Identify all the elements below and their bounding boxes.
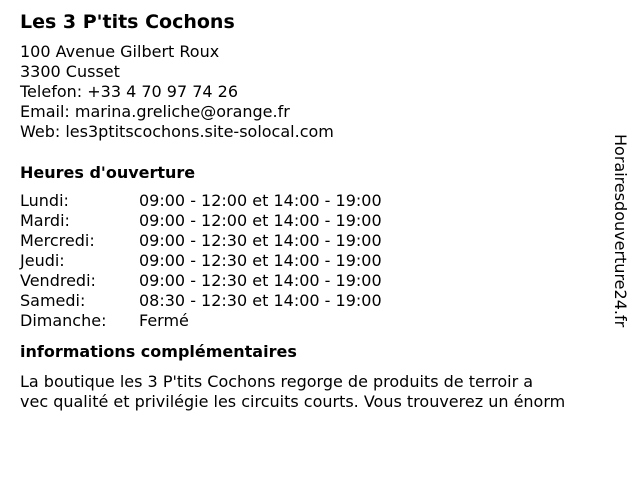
hours-row-jeudi xyxy=(20,251,620,271)
hours-time: 08:30 - 12:30 et 14:00 - 19:00 xyxy=(139,291,382,310)
description-line: La boutique les 3 P'tits Cochons regorge de produits de terroir a xyxy=(20,372,534,391)
hours-time: Fermé xyxy=(139,311,189,330)
opening-hours-table xyxy=(20,191,620,331)
description-line: vec qualité et privilégie les circuits courts. Vous trouverez un énorm xyxy=(20,392,566,411)
hours-day: Samedi: xyxy=(20,291,86,310)
address-street: 100 Avenue Gilbert Roux xyxy=(20,42,220,61)
hours-day: Dimanche: xyxy=(20,311,107,330)
hours-time: 09:00 - 12:00 et 14:00 - 19:00 xyxy=(139,191,382,210)
business-card xyxy=(20,10,620,412)
hours-day: Jeudi: xyxy=(20,251,65,270)
hours-time: 09:00 - 12:30 et 14:00 - 19:00 xyxy=(139,231,382,250)
phone-line: Telefon: +33 4 70 97 74 26 xyxy=(20,82,239,101)
hours-time: 09:00 - 12:00 et 14:00 - 19:00 xyxy=(139,211,382,230)
web-line: Web: les3ptitscochons.site-solocal.com xyxy=(20,122,334,141)
hours-day: Vendredi: xyxy=(20,271,96,290)
hours-time: 09:00 - 12:30 et 14:00 - 19:00 xyxy=(139,251,382,270)
opening-hours-heading: Heures d'ouverture xyxy=(20,163,196,182)
additional-info-text xyxy=(20,372,632,412)
contact-block xyxy=(20,42,620,142)
site-watermark: Horairesdouverture24.fr xyxy=(611,134,630,328)
email-line: Email: marina.greliche@orange.fr xyxy=(20,102,290,121)
hours-time: 09:00 - 12:30 et 14:00 - 19:00 xyxy=(139,271,382,290)
hours-day: Mardi: xyxy=(20,211,70,230)
hours-row-samedi xyxy=(20,291,620,311)
hours-row-mardi xyxy=(20,211,620,231)
hours-row-lundi xyxy=(20,191,620,211)
hours-row-dimanche xyxy=(20,311,620,331)
hours-day: Mercredi: xyxy=(20,231,95,250)
hours-day: Lundi: xyxy=(20,191,69,210)
hours-row-vendredi xyxy=(20,271,620,291)
business-name: Les 3 P'tits Cochons xyxy=(20,11,235,33)
additional-info-heading: informations complémentaires xyxy=(20,342,297,361)
address-city: 3300 Cusset xyxy=(20,62,120,81)
hours-row-mercredi xyxy=(20,231,620,251)
